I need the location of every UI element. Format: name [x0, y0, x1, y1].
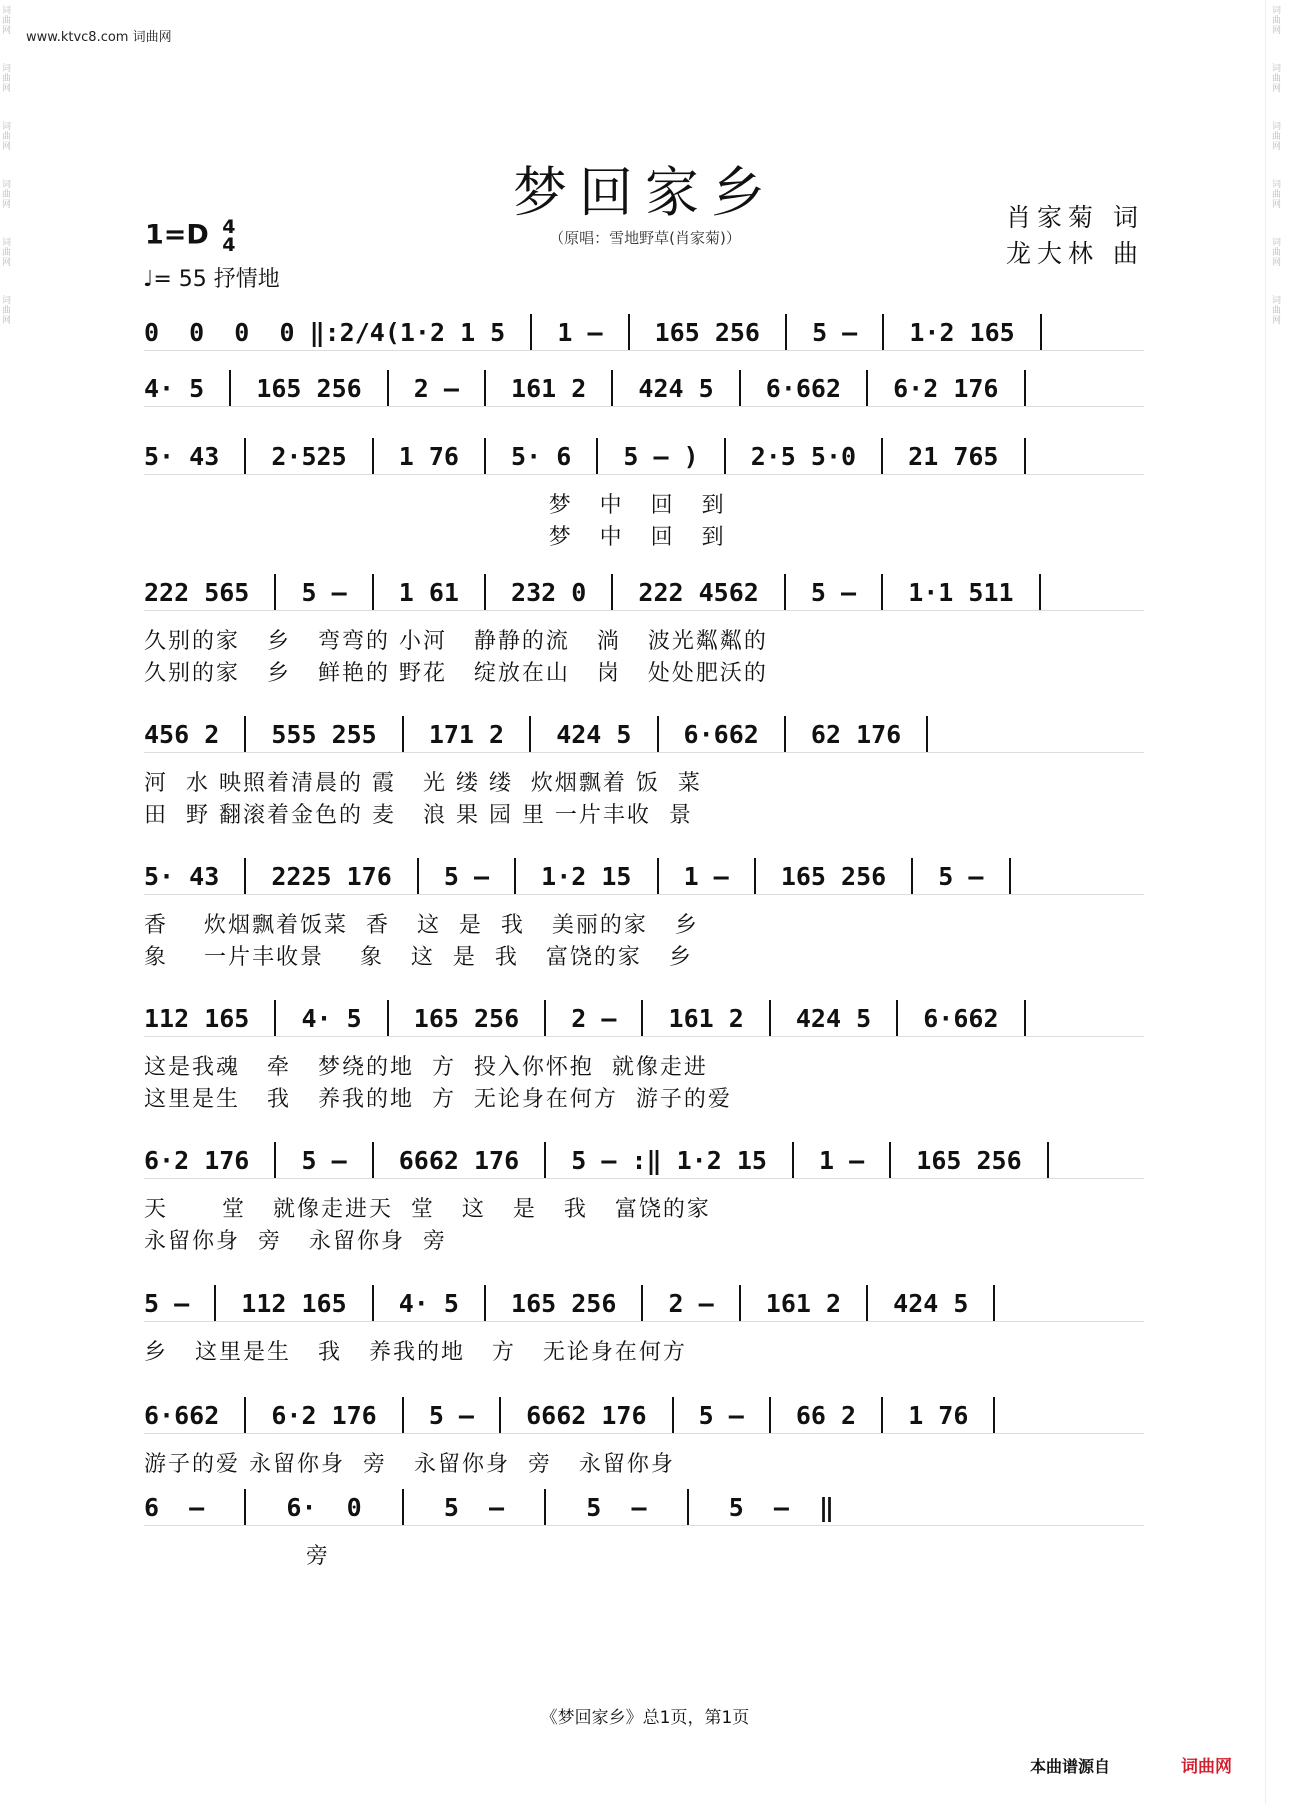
staff-guide [144, 752, 1144, 753]
note-group: 222 565 [144, 577, 265, 607]
barline [881, 1397, 883, 1433]
note-group: 6·662 [908, 1003, 1014, 1033]
source-label: 本曲谱源自 [1029, 1757, 1110, 1776]
edge-mark: 词 曲 网 [2, 180, 12, 210]
barline [499, 1397, 501, 1433]
key-label: 1=D [145, 219, 209, 251]
lyric-verse-2: 梦 中 回 到 [144, 525, 726, 550]
barline [372, 1142, 374, 1178]
barline [402, 1397, 404, 1433]
note-group: 4· 5 [286, 1003, 377, 1033]
edge-mark: 词 曲 网 [2, 6, 12, 36]
barline [687, 1489, 689, 1525]
barline [274, 1142, 276, 1178]
note-group: 1 76 [893, 1400, 984, 1430]
note-group: 6662 176 [511, 1400, 662, 1430]
note-group: 6·2 176 [144, 1145, 265, 1175]
score-system [144, 1283, 1150, 1403]
score-system [144, 714, 1150, 834]
barline [641, 1000, 643, 1036]
note-group: 456 2 [144, 719, 235, 749]
note-group: 1 – [542, 317, 618, 347]
score-system [144, 572, 1150, 692]
barline [244, 858, 246, 894]
note-group: 0 0 0 0 ‖:2/4(1·2 1 5 [144, 317, 521, 347]
lyric-verse-1: 旁 [144, 1544, 330, 1569]
barline [1024, 370, 1026, 406]
staff-guide [144, 406, 1144, 407]
barline [1040, 314, 1042, 350]
note-group: 2 – [398, 373, 474, 403]
note-group: 5 – [556, 1492, 677, 1522]
note-group: 6·662 [668, 719, 774, 749]
note-group: 5· 43 [144, 441, 235, 471]
note-group: 5 – [413, 1492, 535, 1522]
barline [881, 574, 883, 610]
barline [1024, 1000, 1026, 1036]
barline [672, 1397, 674, 1433]
lyric-verse-2: 永留你身 旁 永留你身 旁 [144, 1229, 447, 1254]
credits [1006, 200, 1144, 272]
note-group: 6662 176 [383, 1145, 535, 1175]
lyric-verse-1: 游子的爱 永留你身 旁 永留你身 旁 永留你身 [144, 1452, 675, 1477]
note-group: 5 – :‖ 1·2 15 [556, 1145, 782, 1175]
edge-mark: 词 曲 网 [1272, 296, 1282, 326]
barline [402, 1489, 404, 1525]
note-group: 1 – [668, 861, 744, 891]
barline [1039, 574, 1041, 610]
barline [544, 1489, 546, 1525]
barline [530, 314, 532, 350]
time-signature [222, 218, 235, 254]
note-group: 5 – ‖ [698, 1492, 835, 1522]
note-group: 165 256 [241, 373, 377, 403]
barline [274, 574, 276, 610]
lyric-verse-1: 久别的家 乡 弯弯的 小河 静静的流 淌 波光粼粼的 [144, 629, 768, 654]
barline [889, 1142, 891, 1178]
note-group: 1 – [803, 1145, 880, 1175]
barline [417, 858, 419, 894]
staff-guide [144, 1525, 1144, 1526]
staff-guide [144, 894, 1144, 895]
barline [882, 314, 884, 350]
note-group: 5 – [923, 861, 999, 891]
note-group: 165 256 [639, 317, 776, 347]
edge-mark: 词 曲 网 [1272, 180, 1282, 210]
note-group: 555 255 [256, 719, 392, 749]
key-signature [145, 218, 235, 254]
time-bottom: 4 [222, 234, 236, 256]
edge-mark: 词 曲 网 [2, 64, 12, 94]
barline [769, 1397, 771, 1433]
original-singer: （原唱：雪地野草(肖家菊)） [549, 229, 741, 247]
barline [596, 438, 598, 474]
staff-guide [144, 610, 1144, 611]
note-group: 6 – [144, 1492, 235, 1522]
note-group: 5 – [286, 1145, 362, 1175]
lyric-verse-2: 这里是生 我 养我的地 方 无论身在何方 游子的爱 [144, 1087, 732, 1112]
barline [784, 716, 786, 752]
note-group: 5 – [286, 577, 362, 607]
note-group: 165 256 [398, 1003, 535, 1033]
barline [514, 858, 516, 894]
barline [244, 1397, 246, 1433]
barline [484, 1285, 486, 1321]
barline [484, 370, 486, 406]
barline [372, 438, 374, 474]
barline [739, 370, 741, 406]
notation-line [144, 1487, 1150, 1527]
note-group: 424 5 [623, 373, 729, 403]
tempo-marking: ♩= 55 抒情地 [143, 267, 280, 292]
lyric-verse-2: 象 一片丰收景 象 这 是 我 富饶的家 乡 [144, 945, 693, 970]
note-group: 2 – [556, 1003, 632, 1033]
note-group: 2·525 [256, 441, 362, 471]
staff-guide [144, 474, 1144, 475]
barline [229, 370, 231, 406]
barline [484, 574, 486, 610]
staff-guide [144, 1433, 1144, 1434]
staff-guide [144, 1036, 1144, 1037]
note-group: 21 765 [893, 441, 1014, 471]
barline [484, 438, 486, 474]
note-group: 424 5 [541, 719, 647, 749]
note-group: 2·5 5·0 [735, 441, 872, 471]
barline [657, 716, 659, 752]
note-group: 222 4562 [623, 577, 774, 607]
staff-guide [144, 1178, 1144, 1179]
song-title: 梦回家乡 [513, 161, 777, 224]
edge-mark: 词 曲 网 [2, 122, 12, 152]
lyric-verse-1: 河 水 映照着清晨的 霞 光 缕 缕 炊烟飘着 饭 菜 [144, 771, 702, 796]
note-group: 5 – [144, 1288, 205, 1318]
note-group: 165 256 [496, 1288, 632, 1318]
score-system [144, 1487, 1150, 1607]
note-group: 165 256 [765, 861, 902, 891]
barline [641, 1285, 643, 1321]
lyric-verse-1: 梦 中 回 到 [144, 493, 726, 518]
lyric-verse-1: 乡 这里是生 我 养我的地 方 无论身在何方 [144, 1340, 687, 1365]
note-group: 5 – [428, 861, 505, 891]
barline [611, 574, 613, 610]
barline [274, 1000, 276, 1036]
page-footer: 《梦回家乡》总1页，第1页 [540, 1708, 750, 1728]
barline [769, 1000, 771, 1036]
notation-line [144, 312, 1150, 352]
composer: 龙大林 曲 [1006, 239, 1144, 268]
note-group: 5 – [797, 317, 873, 347]
notation-line [144, 368, 1150, 408]
barline [628, 314, 630, 350]
edge-mark: 词 曲 网 [1272, 238, 1282, 268]
barline [611, 370, 613, 406]
edge-mark: 词 曲 网 [1272, 64, 1282, 94]
note-group: 5 – ) [608, 441, 714, 471]
barline [372, 574, 374, 610]
lyric-verse-1: 香 炊烟飘着饭菜 香 这 是 我 美丽的家 乡 [144, 913, 699, 938]
note-group: 1 61 [383, 577, 474, 607]
note-group: 1·2 15 [526, 861, 647, 891]
note-group: 6·2 176 [878, 373, 1014, 403]
barline [244, 1489, 246, 1525]
staff-guide [144, 1321, 1144, 1322]
note-group: 171 2 [413, 719, 520, 749]
barline [1024, 438, 1026, 474]
note-group: 2225 176 [256, 861, 407, 891]
notation-line [144, 572, 1150, 612]
barline [724, 438, 726, 474]
lyric-verse-1: 天 堂 就像走进天 堂 这 是 我 富饶的家 [144, 1197, 711, 1222]
note-group: 66 2 [780, 1400, 872, 1430]
barline [387, 370, 389, 406]
note-group: 165 256 [901, 1145, 1037, 1175]
barline [657, 858, 659, 894]
barline [372, 1285, 374, 1321]
note-group: 232 0 [496, 577, 602, 607]
lyric-verse-2: 久别的家 乡 鲜艳的 野花 绽放在山 岗 处处肥沃的 [144, 661, 768, 686]
barline [896, 1000, 898, 1036]
score-system [144, 998, 1150, 1118]
note-group: 4· 5 [383, 1288, 474, 1318]
barline [993, 1397, 995, 1433]
barline [529, 716, 531, 752]
barline [1047, 1142, 1049, 1178]
site-url[interactable]: www.ktvc8.com 词曲网 [26, 30, 172, 45]
note-group: 62 176 [795, 719, 917, 749]
barline [881, 438, 883, 474]
barline [214, 1285, 216, 1321]
note-group: 1·2 165 [894, 317, 1030, 347]
brand-link[interactable]: 词曲网 [1181, 1757, 1232, 1777]
note-group: 161 2 [496, 373, 602, 403]
barline [792, 1142, 794, 1178]
score-system [144, 856, 1150, 976]
barline [866, 1285, 868, 1321]
barline [993, 1285, 995, 1321]
note-group: 112 165 [226, 1288, 362, 1318]
barline [926, 716, 928, 752]
note-group: 424 5 [780, 1003, 887, 1033]
right-edge-watermark [1265, 0, 1286, 1804]
barline [866, 370, 868, 406]
notation-line [144, 998, 1150, 1038]
barline [754, 858, 756, 894]
barline [784, 574, 786, 610]
notation-line [144, 1395, 1150, 1435]
note-group: 5 – [795, 577, 872, 607]
barline [244, 716, 246, 752]
barline [544, 1142, 546, 1178]
notation-line [144, 1140, 1150, 1180]
note-group: 161 2 [750, 1288, 857, 1318]
lyric-verse-1: 这是我魂 牵 梦绕的地 方 投入你怀抱 就像走进 [144, 1055, 708, 1080]
notation-line [144, 856, 1150, 896]
note-group: 5 – [683, 1400, 759, 1430]
left-edge-watermark [2, 0, 16, 1804]
barline [387, 1000, 389, 1036]
score-system [144, 1140, 1150, 1260]
note-group: 6·662 [144, 1400, 235, 1430]
note-group: 5· 43 [144, 861, 235, 891]
barline [785, 314, 787, 350]
note-group: 6· 0 [256, 1492, 392, 1522]
edge-mark: 词 曲 网 [1272, 122, 1282, 152]
lyricist: 肖家菊 词 [1006, 203, 1144, 232]
note-group: 4· 5 [144, 373, 220, 403]
barline [402, 716, 404, 752]
note-group: 6·2 176 [256, 1400, 392, 1430]
notation-line [144, 436, 1150, 476]
note-group: 2 – [653, 1288, 729, 1318]
note-group: 112 165 [144, 1003, 265, 1033]
time-top: 4 [222, 216, 236, 238]
barline [244, 438, 246, 474]
note-group: 1 76 [383, 441, 474, 471]
note-group: 5· 6 [495, 441, 587, 471]
lyric-verse-2: 田 野 翻滚着金色的 麦 浪 果 园 里 一片丰收 景 [144, 803, 693, 828]
barline [1009, 858, 1011, 894]
edge-mark: 词 曲 网 [2, 296, 12, 326]
note-group: 161 2 [653, 1003, 759, 1033]
barline [911, 858, 913, 894]
staff-guide [144, 350, 1144, 351]
edge-mark: 词 曲 网 [2, 238, 12, 268]
notation-line [144, 1283, 1150, 1323]
score-system [144, 436, 1150, 556]
note-group: 424 5 [878, 1288, 984, 1318]
notation-line [144, 714, 1150, 754]
barline [739, 1285, 741, 1321]
edge-mark: 词 曲 网 [1272, 6, 1282, 36]
note-group: 1·1 511 [893, 577, 1029, 607]
barline [544, 1000, 546, 1036]
note-group: 6·662 [750, 373, 857, 403]
note-group: 5 – [413, 1400, 490, 1430]
